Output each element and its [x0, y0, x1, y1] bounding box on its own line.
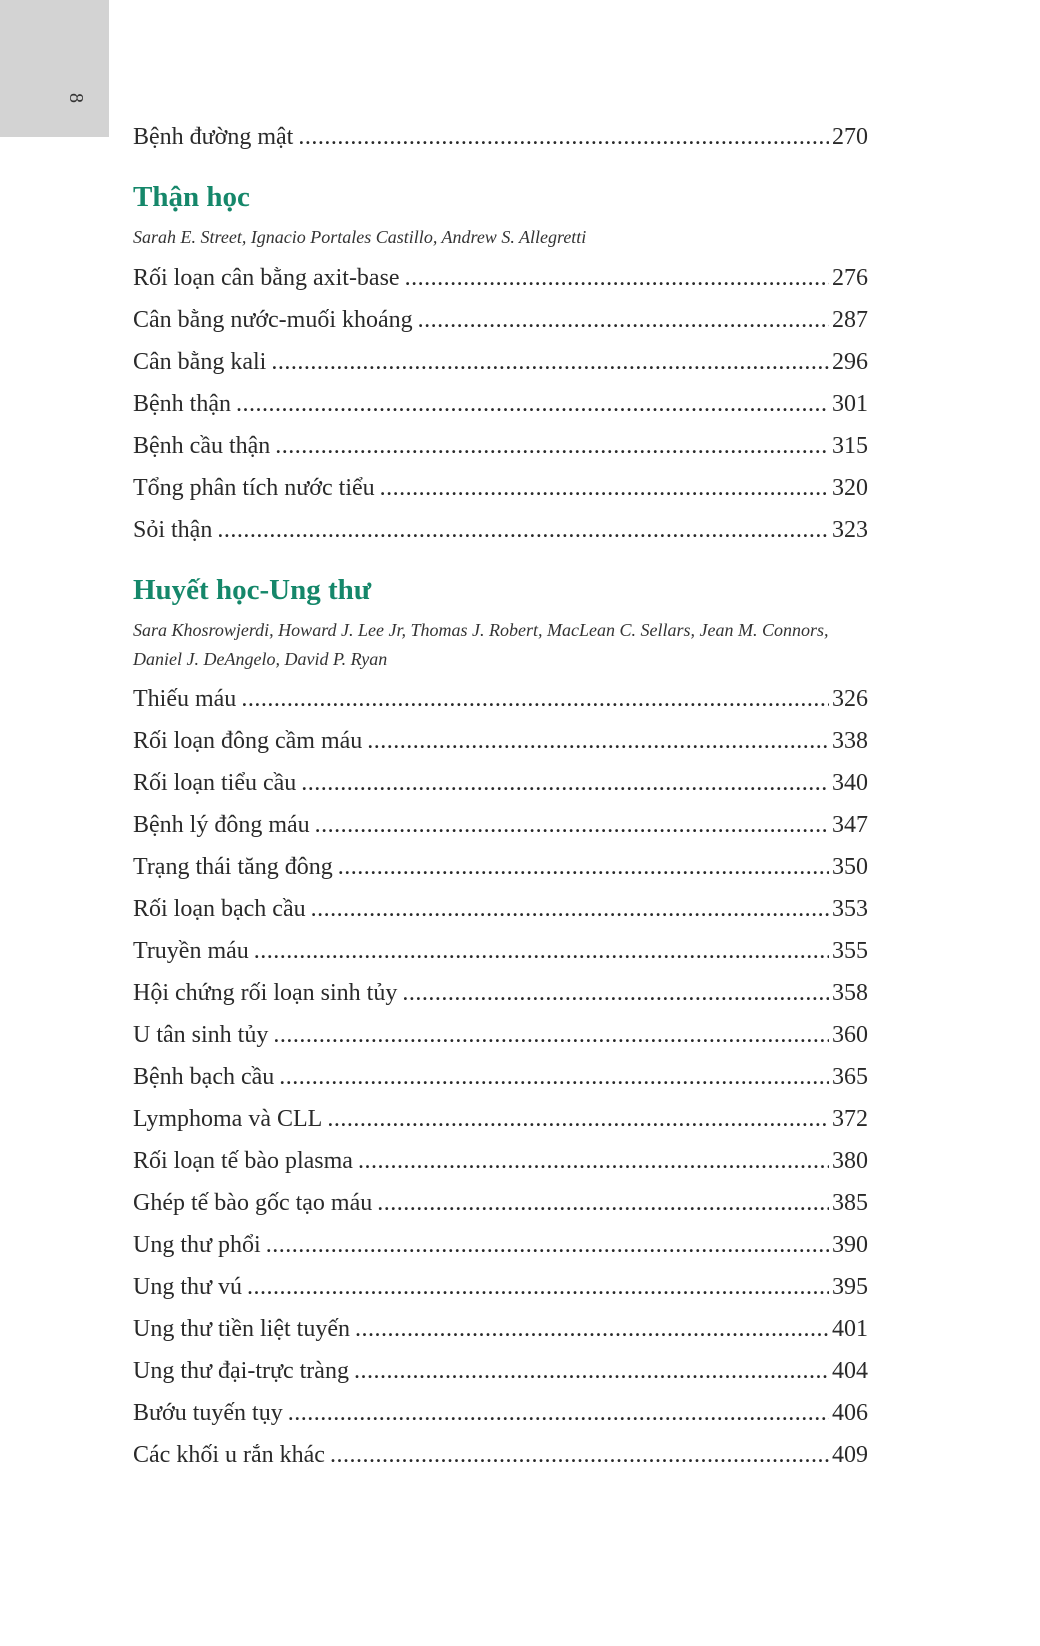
toc-entry	[133, 972, 868, 1014]
entry-page-number: 409	[832, 1442, 868, 1468]
toc-entry	[133, 1392, 868, 1434]
entry-title: Hội chứng rối loạn sinh tủy	[133, 980, 398, 1006]
dot-leader	[405, 257, 829, 299]
entry-page-number: 315	[832, 433, 868, 459]
dot-leader	[311, 888, 829, 930]
dot-leader	[377, 1182, 829, 1224]
dot-leader	[338, 846, 829, 888]
page-number: 8	[65, 93, 87, 103]
toc-entry	[133, 1224, 868, 1266]
toc-entry	[133, 888, 868, 930]
entry-page-number: 401	[832, 1316, 868, 1342]
entry-title: Thiếu máu	[133, 686, 237, 712]
dot-leader	[301, 762, 829, 804]
toc-entry	[133, 341, 868, 383]
entry-title: Sỏi thận	[133, 517, 213, 543]
dot-leader	[236, 383, 829, 425]
entry-title: Ung thư phổi	[133, 1232, 261, 1258]
entry-page-number: 340	[832, 770, 868, 796]
dot-leader	[254, 930, 829, 972]
toc-entry	[133, 1350, 868, 1392]
entry-title: Bệnh lý đông máu	[133, 812, 310, 838]
toc-entry	[133, 1266, 868, 1308]
dot-leader	[217, 509, 829, 551]
entry-title: Rối loạn bạch cầu	[133, 896, 306, 922]
entry-page-number: 406	[832, 1400, 868, 1426]
entry-title: Rối loạn cân bằng axit-base	[133, 265, 400, 291]
dot-leader	[298, 116, 829, 158]
toc-entry	[133, 1098, 868, 1140]
entry-page-number: 276	[832, 265, 868, 291]
entry-page-number: 380	[832, 1148, 868, 1174]
dot-leader	[418, 299, 829, 341]
entry-title: Bướu tuyến tụy	[133, 1400, 283, 1426]
dot-leader	[367, 720, 829, 762]
entry-page-number: 372	[832, 1106, 868, 1132]
toc-entry	[133, 678, 868, 720]
entry-page-number: 355	[832, 938, 868, 964]
toc-entry	[133, 804, 868, 846]
toc-entry	[133, 299, 868, 341]
dot-leader	[247, 1266, 829, 1308]
dot-leader	[402, 972, 829, 1014]
entry-title: U tân sinh tủy	[133, 1022, 269, 1048]
entry-page-number: 365	[832, 1064, 868, 1090]
toc-entry	[133, 1182, 868, 1224]
dot-leader	[288, 1392, 829, 1434]
dot-leader	[241, 678, 829, 720]
section-authors: Sara Khosrowjerdi, Howard J. Lee Jr, Thomas J. Robert, MacLean C. Sellars, Jean M. Connors, Daniel J. DeAngelo, David P. Ryan	[133, 620, 829, 669]
dot-leader	[275, 425, 829, 467]
entry-title: Rối loạn đông cầm máu	[133, 728, 363, 754]
toc-section	[133, 568, 868, 1476]
entry-page-number: 326	[832, 686, 868, 712]
entry-title: Bệnh đường mật	[133, 124, 294, 150]
entry-page-number: 385	[832, 1190, 868, 1216]
entry-title: Ghép tế bào gốc tạo máu	[133, 1190, 373, 1216]
entry-title: Truyền máu	[133, 938, 249, 964]
entry-title: Ung thư đại-trực tràng	[133, 1358, 349, 1384]
entry-title: Bệnh cầu thận	[133, 433, 271, 459]
dot-leader	[266, 1224, 829, 1266]
entry-title: Bệnh thận	[133, 391, 231, 417]
dot-leader	[354, 1350, 829, 1392]
entry-title: Bệnh bạch cầu	[133, 1064, 275, 1090]
toc-entry	[133, 116, 868, 158]
entry-title: Ung thư tiền liệt tuyến	[133, 1316, 350, 1342]
entry-page-number: 301	[832, 391, 868, 417]
entry-title: Rối loạn tiểu cầu	[133, 770, 297, 796]
entry-title: Cân bằng kali	[133, 349, 267, 375]
entry-title: Cân bằng nước-muối khoáng	[133, 307, 413, 333]
dot-leader	[355, 1308, 829, 1350]
toc-entry	[133, 425, 868, 467]
entry-page-number: 350	[832, 854, 868, 880]
entry-page-number: 347	[832, 812, 868, 838]
toc-entry	[133, 383, 868, 425]
toc-entry	[133, 509, 868, 551]
entry-title: Tổng phân tích nước tiểu	[133, 475, 375, 501]
entry-page-number: 390	[832, 1232, 868, 1258]
entry-page-number: 353	[832, 896, 868, 922]
entry-page-number: 287	[832, 307, 868, 333]
entry-title: Lymphoma và CLL	[133, 1106, 323, 1132]
entry-page-number: 338	[832, 728, 868, 754]
toc-entry	[133, 930, 868, 972]
entry-title: Các khối u rắn khác	[133, 1442, 325, 1468]
entry-page-number: 358	[832, 980, 868, 1006]
entry-title: Trạng thái tăng đông	[133, 854, 333, 880]
dot-leader	[273, 1014, 829, 1056]
entry-page-number: 404	[832, 1358, 868, 1384]
dot-leader	[330, 1434, 829, 1476]
toc-entry	[133, 467, 868, 509]
section-authors: Sarah E. Street, Ignacio Portales Castillo, Andrew S. Allegretti	[133, 227, 587, 247]
toc-section	[133, 175, 868, 551]
toc-entry	[133, 720, 868, 762]
dot-leader	[271, 341, 829, 383]
dot-leader	[358, 1140, 829, 1182]
toc-section	[133, 116, 868, 158]
toc-entry	[133, 1140, 868, 1182]
entry-page-number: 360	[832, 1022, 868, 1048]
toc-entry	[133, 1434, 868, 1476]
entry-title: Ung thư vú	[133, 1274, 243, 1300]
toc-entry	[133, 1308, 868, 1350]
toc-entry	[133, 846, 868, 888]
entry-page-number: 323	[832, 517, 868, 543]
entry-page-number: 320	[832, 475, 868, 501]
toc-entry	[133, 257, 868, 299]
dot-leader	[279, 1056, 829, 1098]
entry-page-number: 296	[832, 349, 868, 375]
section-heading: Huyết học-Ung thư	[133, 574, 372, 606]
entry-page-number: 270	[832, 124, 868, 150]
dot-leader	[380, 467, 829, 509]
toc-entry	[133, 1014, 868, 1056]
dot-leader	[315, 804, 829, 846]
dot-leader	[327, 1098, 829, 1140]
entry-page-number: 395	[832, 1274, 868, 1300]
entry-title: Rối loạn tế bào plasma	[133, 1148, 353, 1174]
page-tab	[0, 0, 109, 137]
toc-entry	[133, 1056, 868, 1098]
table-of-contents	[133, 116, 868, 1476]
toc-entry	[133, 762, 868, 804]
section-heading: Thận học	[133, 181, 250, 213]
